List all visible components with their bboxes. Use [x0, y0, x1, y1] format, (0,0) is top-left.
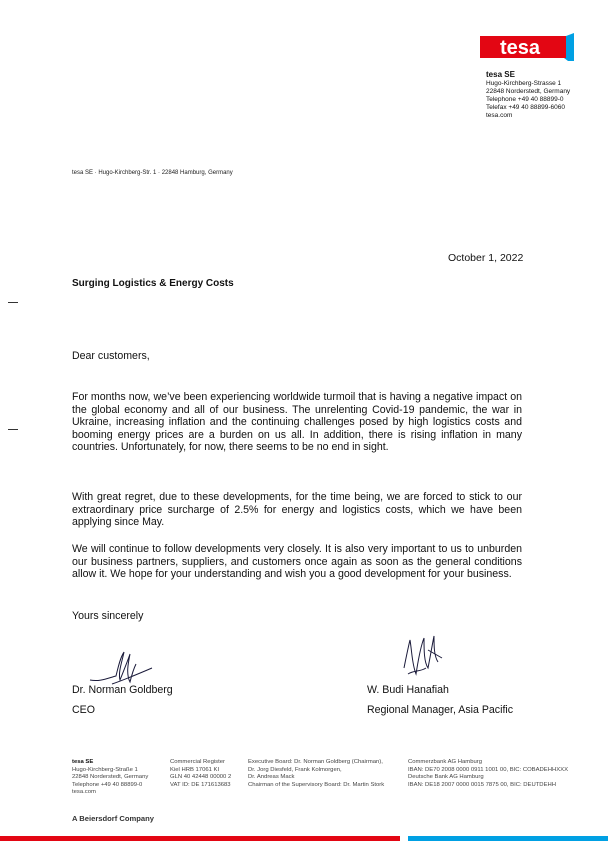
signatory-title: Regional Manager, Asia Pacific [367, 704, 514, 716]
fold-mark [8, 302, 18, 303]
footer-line: VAT ID: DE 171613683 [170, 781, 231, 788]
footer-line: Dr. Andreas Mack [248, 774, 295, 781]
company-website: tesa.com [486, 112, 513, 120]
company-line: Telefax +49 40 88899-6060 [486, 104, 565, 112]
fold-mark [8, 429, 18, 430]
signatory-block [367, 680, 513, 720]
tesa-logo-graphic [480, 33, 574, 61]
footer-line: Executive Board: Dr. Norman Goldberg (Chairman), [248, 759, 383, 765]
letter-subject: Surging Logistics & Energy Costs [72, 278, 234, 289]
footer-line: Hugo-Kirchberg-Straße 1 [72, 766, 138, 773]
signature-hanafiah [398, 628, 446, 680]
brand-bar-blue [408, 836, 608, 841]
footer-company-name: tesa SE [72, 759, 94, 765]
footer-line: tesa.com [72, 789, 96, 796]
letter-date: October 1, 2022 [448, 252, 524, 264]
logo-text: tesa [499, 37, 541, 59]
footer-line: GLN 40 42448 00000 2 [170, 774, 232, 781]
signatory-name: Dr. Norman Goldberg [72, 684, 173, 696]
footer-line: Telephone +49 40 88899-0 [72, 781, 143, 788]
signatory-title: CEO [72, 704, 95, 716]
salutation: Dear customers, [72, 350, 150, 362]
footer-line: IBAN: DE70 2008 0000 0911 1001 00, BIC: COBADEHHXXX [408, 766, 569, 773]
company-name: tesa SE [486, 70, 515, 79]
footer-line: Kiel HRB 17061 KI [170, 766, 220, 773]
company-line: Telephone +49 40 88899-0 [486, 96, 564, 104]
footer-line: IBAN: DE18 2007 0000 0015 7875 00, BIC: DEUTDEHH [408, 781, 557, 788]
closing: Yours sincerely [72, 610, 144, 622]
paragraph: For months now, we’ve been experiencing worldwide turmoil that is having a negative impact on the global economy and all of our business. The unrelenting Covid-19 pandemic, the war in Ukraine, increasing inflation and the continuing challenges posed by high logistics costs and booming energy prices are a burden on us all. In addition, there is rising inflation in many countries. Unfortunately, for now, there seems to be no end in sight. [72, 391, 522, 454]
beiersdorf-tagline: A Beiersdorf Company [72, 814, 154, 823]
footer-line: Chairman of the Supervisory Board: Dr. Martin Stork [248, 781, 385, 788]
signatory-name: W. Budi Hanafiah [367, 684, 449, 696]
paragraph: With great regret, due to these developments, for the time being, we are forced to stick to our extraordinary price surcharge of 2.5% for energy and logistics costs, which we have been applying since May. [72, 491, 522, 529]
return-address: tesa SE · Hugo-Kirchberg-Str. 1 · 22848 Hamburg, Germany [72, 170, 233, 176]
footer-line: 22848 Norderstedt, Germany [72, 774, 149, 781]
footer-line: Commerzbank AG Hamburg [408, 759, 482, 765]
brand-bar-red [0, 836, 400, 841]
paragraph: We will continue to follow developments very closely. It is also very important to us to unburden our business partners, suppliers, and customers once again as soon as the general conditions allow it. We hope for your understanding and wish you a good development for your business. [72, 543, 522, 581]
company-line: Hugo-Kirchberg-Strasse 1 [486, 80, 562, 87]
footer-line: Deutsche Bank AG Hamburg [408, 774, 484, 781]
company-line: 22848 Norderstedt, Germany [486, 88, 571, 96]
footer-board [248, 759, 384, 789]
company-address [486, 70, 570, 120]
footer-company [72, 759, 148, 797]
tesa-logo [480, 33, 574, 61]
footer-line: Commercial Register [170, 759, 225, 765]
footer-register [170, 759, 231, 789]
footer-bank [408, 759, 568, 789]
signatory-block [72, 680, 173, 720]
footer-line: Dr. Jorg Diesfeld, Frank Kolmorgen, [248, 766, 342, 773]
